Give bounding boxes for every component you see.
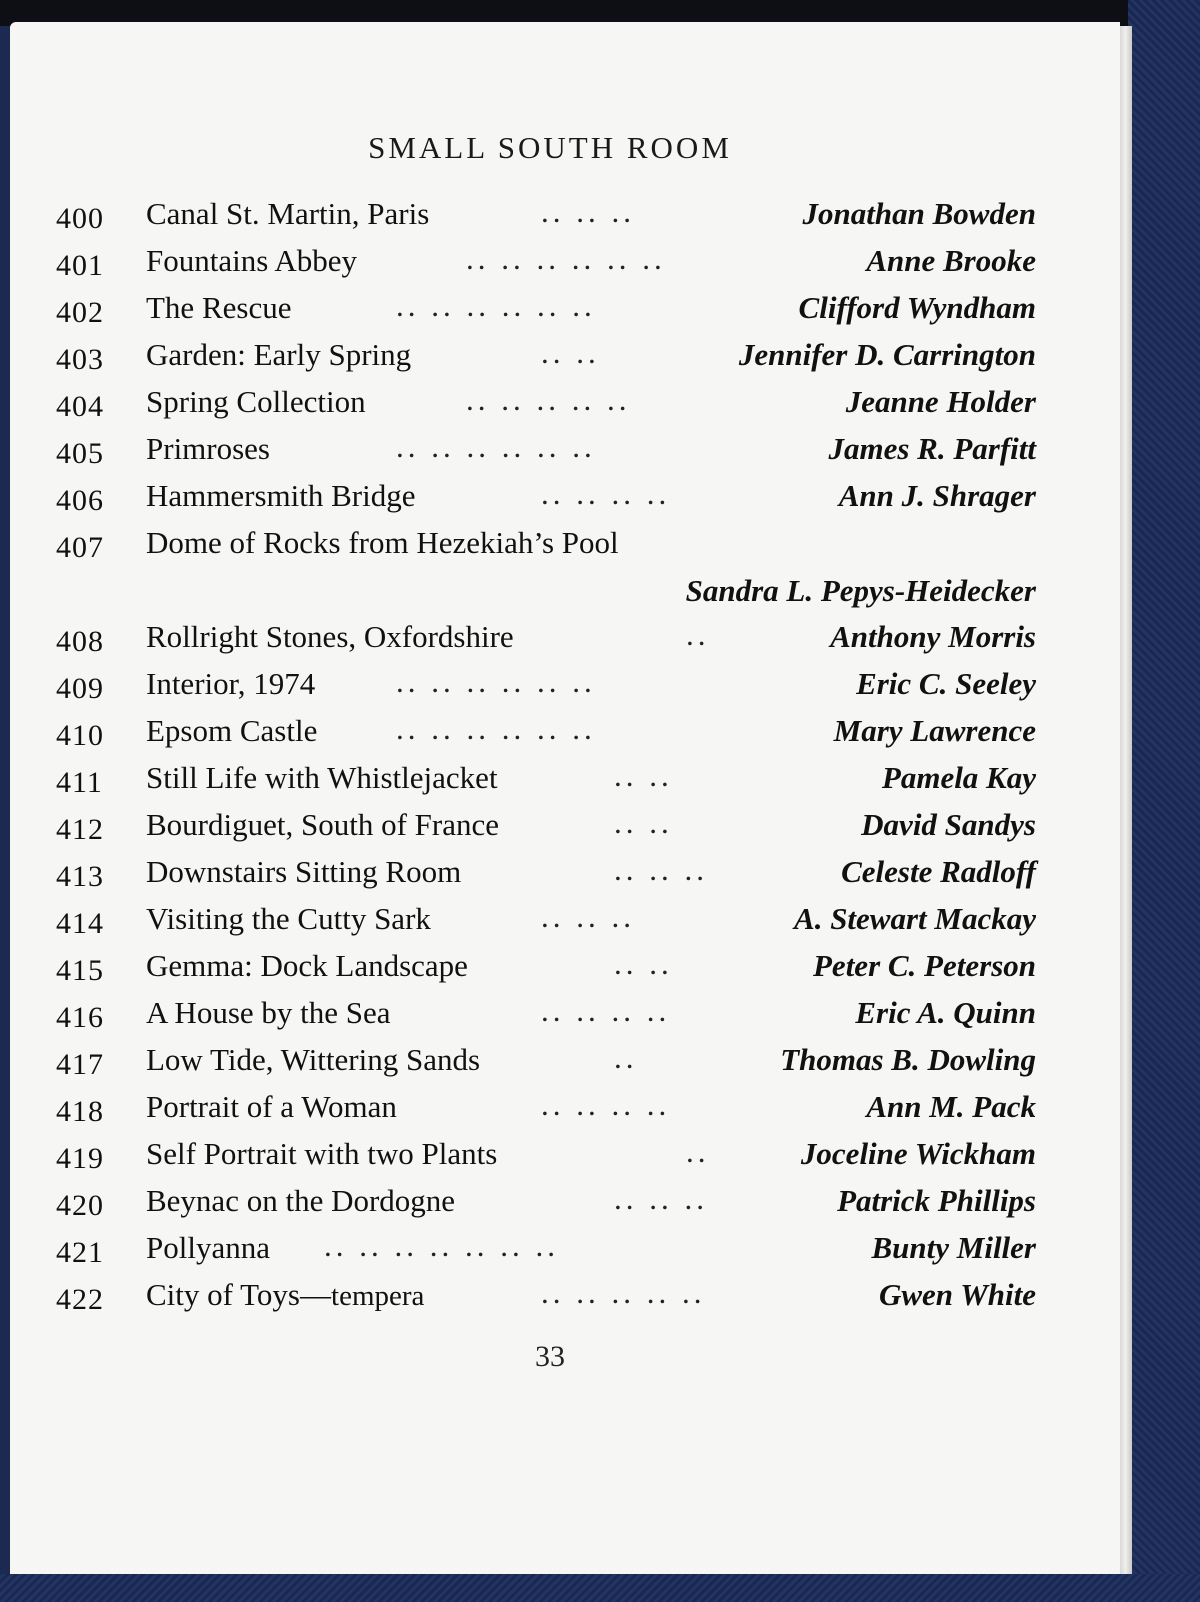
entry-number: 408 — [56, 625, 104, 658]
entry-artist: Ann M. Pack — [866, 1089, 1036, 1124]
entry-title: Downstairs Sitting Room — [146, 854, 462, 889]
entry-artist: Pamela Kay — [881, 760, 1036, 795]
dot-leader: .. .. — [614, 946, 673, 981]
entry-title: Portrait of a Woman — [146, 1089, 397, 1124]
entry-title: Visiting the Cutty Sark — [146, 901, 431, 936]
dot-leader: .. .. .. .. .. .. — [396, 711, 596, 746]
catalogue-entry — [56, 901, 1036, 949]
catalogue-entry — [56, 619, 1036, 667]
entry-number: 409 — [56, 672, 104, 705]
dot-leader: .. .. .. — [614, 852, 708, 887]
entry-number: 407 — [56, 531, 104, 564]
entry-artist: Eric C. Seeley — [856, 666, 1036, 701]
entry-artist: David Sandys — [861, 807, 1036, 842]
room-heading: SMALL SOUTH ROOM — [368, 130, 732, 165]
entry-title: Pollyanna — [146, 1230, 270, 1265]
entry-artist: Gwen White — [878, 1277, 1036, 1312]
catalogue-entry — [56, 243, 1036, 291]
entry-number: 400 — [56, 202, 104, 235]
entry-artist: Bunty Miller — [871, 1230, 1036, 1265]
entry-artist: Jonathan Bowden — [802, 196, 1036, 231]
entry-number: 402 — [56, 296, 104, 329]
catalogue-entry — [56, 384, 1036, 432]
book-cover-bottom — [0, 1574, 1200, 1602]
dot-leader: .. — [686, 1134, 710, 1169]
entry-title: A House by the Sea — [146, 995, 391, 1030]
dot-leader: .. .. .. .. .. .. — [396, 288, 596, 323]
catalogue-entry — [56, 948, 1036, 996]
catalogue-entry — [56, 1183, 1036, 1231]
entry-number: 414 — [56, 907, 104, 940]
entry-artist: Anthony Morris — [830, 619, 1036, 654]
entry-number: 420 — [56, 1189, 104, 1222]
catalogue-entry — [56, 807, 1036, 855]
entry-artist: Celeste Radloff — [841, 854, 1036, 889]
entry-title: Dome of Rocks from Hezekiah’s Pool — [146, 525, 619, 560]
catalogue-entry — [56, 290, 1036, 338]
entry-title: Spring Collection — [146, 384, 366, 419]
dot-leader: .. — [686, 617, 710, 652]
catalogue-entry — [56, 478, 1036, 526]
entry-number: 403 — [56, 343, 104, 376]
entry-title — [146, 1277, 424, 1313]
dot-leader: .. — [614, 1040, 638, 1075]
entry-title: Garden: Early Spring — [146, 337, 412, 372]
entry-title: Beynac on the Dordogne — [146, 1183, 456, 1218]
entry-number: 415 — [56, 954, 104, 987]
entry-artist: Jeanne Holder — [845, 384, 1036, 419]
catalogue-entry — [56, 1042, 1036, 1090]
entry-title: Still Life with Whistlejacket — [146, 760, 498, 795]
entry-title: Interior, 1974 — [146, 666, 316, 701]
dot-leader: .. .. .. .. .. .. — [396, 429, 596, 464]
dot-leader: .. .. .. .. — [541, 993, 671, 1028]
entry-title: Gemma: Dock Landscape — [146, 948, 468, 983]
entry-title: Low Tide, Wittering Sands — [146, 1042, 481, 1077]
entry-number: 412 — [56, 813, 104, 846]
entry-artist: James R. Parfitt — [828, 431, 1036, 466]
entry-number: 418 — [56, 1095, 104, 1128]
entry-title: Bourdiguet, South of France — [146, 807, 500, 842]
entry-artist: Mary Lawrence — [833, 713, 1036, 748]
catalogue-entry — [56, 1277, 1036, 1325]
entry-artist: A. Stewart Mackay — [794, 901, 1036, 936]
entry-artist: Peter C. Peterson — [813, 948, 1036, 983]
dot-leader: .. .. .. — [541, 899, 635, 934]
entry-number: 419 — [56, 1142, 104, 1175]
entry-title: Epsom Castle — [146, 713, 318, 748]
entry-artist: Thomas B. Dowling — [780, 1042, 1036, 1077]
entry-title: Primroses — [146, 431, 270, 466]
catalogue-entry — [56, 760, 1036, 808]
entry-artist: Patrick Phillips — [837, 1183, 1036, 1218]
dot-leader: .. .. .. .. .. — [541, 1275, 706, 1310]
catalogue-entry — [56, 1136, 1036, 1184]
catalogue-entry — [56, 337, 1036, 385]
entry-artist: Ann J. Shrager — [838, 478, 1036, 513]
dot-leader: .. .. — [541, 335, 600, 370]
catalogue-entry — [56, 1089, 1036, 1137]
dot-leader: .. .. .. .. .. .. .. — [324, 1228, 559, 1263]
entry-artist: Clifford Wyndham — [798, 290, 1036, 325]
entry-number: 413 — [56, 860, 104, 893]
entry-title: Hammersmith Bridge — [146, 478, 416, 513]
entry-artist: Eric A. Quinn — [855, 995, 1036, 1030]
entry-artist: Anne Brooke — [866, 243, 1036, 278]
dot-leader: .. .. .. .. — [541, 476, 671, 511]
entry-number: 421 — [56, 1236, 104, 1269]
entry-title: The Rescue — [146, 290, 292, 325]
entry-number: 401 — [56, 249, 104, 282]
dot-leader: .. .. — [614, 758, 673, 793]
entry-title: Self Portrait with two Plants — [146, 1136, 498, 1171]
entry-number: 417 — [56, 1048, 104, 1081]
catalogue-entry — [56, 713, 1036, 761]
catalogue-entry — [56, 995, 1036, 1043]
dot-leader: .. .. .. — [541, 194, 635, 229]
entry-number: 416 — [56, 1001, 104, 1034]
catalogue-entry — [56, 854, 1036, 902]
entry-number: 410 — [56, 719, 104, 752]
catalogue-entry — [56, 525, 1036, 573]
entry-number: 406 — [56, 484, 104, 517]
dot-leader: .. .. .. .. — [541, 1087, 671, 1122]
entry-title: Fountains Abbey — [146, 243, 357, 278]
entry-number: 404 — [56, 390, 104, 423]
dot-leader: .. .. .. .. .. .. — [466, 241, 666, 276]
catalogue-page — [10, 22, 1120, 1574]
entry-title-text: City of Toys— — [146, 1277, 332, 1312]
entry-artist-continued: Sandra L. Pepys-Heidecker — [685, 573, 1036, 608]
entry-artist: Jennifer D. Carrington — [738, 337, 1036, 372]
dot-leader: .. .. .. .. .. — [466, 382, 631, 417]
entry-number: 411 — [56, 766, 103, 799]
entry-number: 405 — [56, 437, 104, 470]
page-number: 33 — [535, 1340, 565, 1373]
entry-title: Canal St. Martin, Paris — [146, 196, 430, 231]
dot-leader: .. .. .. — [614, 1181, 708, 1216]
entry-artist: Joceline Wickham — [800, 1136, 1036, 1171]
catalogue-entry — [56, 196, 1036, 244]
catalogue-entry — [56, 666, 1036, 714]
catalogue-entry — [56, 431, 1036, 479]
dot-leader: .. .. .. .. .. .. — [396, 664, 596, 699]
book-cover-right — [1128, 0, 1200, 1602]
entry-medium: tempera — [331, 1280, 425, 1312]
entry-number: 422 — [56, 1283, 104, 1316]
dot-leader: .. .. — [614, 805, 673, 840]
entry-title: Rollright Stones, Oxfordshire — [146, 619, 514, 654]
catalogue-entry — [56, 1230, 1036, 1278]
